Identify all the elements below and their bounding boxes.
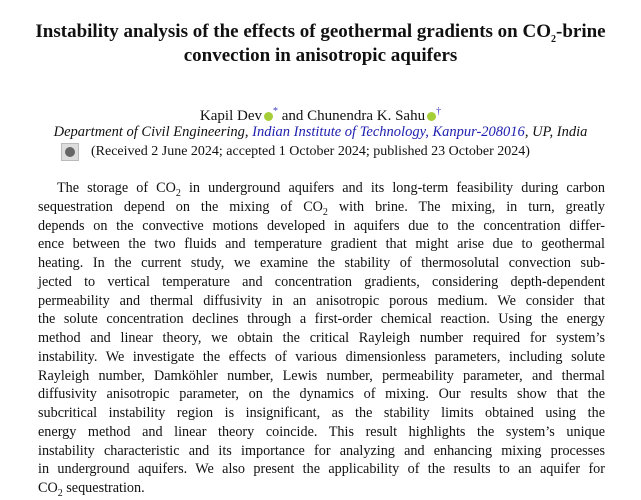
abstract-line (38, 329, 605, 348)
abstract-line (38, 404, 605, 423)
abstract-text: instability characteristic and its importance for analyzing and enhancing mixing processes (38, 442, 605, 459)
dates-text: (Received 2 June 2024; accepted 1 October 2024; published 23 October 2024) (91, 144, 530, 159)
crossmark-icon[interactable] (61, 143, 79, 161)
abstract-line (38, 442, 605, 461)
abstract-text: the solute concentration declines through a first-order chemical reaction. Using the energy (38, 311, 605, 328)
author-footnote-mark[interactable]: * (273, 106, 278, 117)
subscript: 2 (57, 487, 63, 499)
abstract-line (38, 367, 605, 386)
orcid-icon[interactable] (427, 112, 436, 121)
subscript: 2 (175, 187, 181, 199)
abstract-text: CO (38, 480, 58, 496)
abstract (38, 179, 605, 498)
abstract-line (38, 217, 605, 236)
abstract-text: in underground aquifers and its long-term feasibility during carbon (180, 180, 605, 196)
title-text: -brine (556, 21, 606, 42)
abstract-line (38, 273, 605, 292)
abstract-line (38, 423, 605, 442)
affiliation (0, 124, 641, 141)
abstract-text: method and linear theory, we obtain the critical Rayleigh number required for system’s (38, 330, 605, 346)
abstract-line (38, 348, 605, 367)
abstract-text: with brine. The mixing, in turn, greatly (327, 198, 605, 215)
title-subscript: 2 (551, 33, 556, 45)
title-text: Instability analysis of the effects of geothermal gradients on CO (35, 21, 551, 42)
author-footnote-mark[interactable]: † (436, 106, 442, 117)
abstract-text: The storage of CO (57, 180, 176, 196)
abstract-text: Rayleigh number, Damköhler number, Lewis number, permeability parameter, and thermal (38, 367, 605, 384)
paper-title (0, 20, 641, 68)
abstract-line (38, 235, 605, 254)
abstract-text: jected to vertical temperature and concentration gradients, considering depth-dependent (38, 273, 605, 290)
abstract-line (38, 179, 605, 198)
affiliation-location: , UP, India (524, 124, 588, 140)
subscript: 2 (322, 206, 328, 218)
abstract-text: energy method and linear theory coincide. This result highlights the system’s unique (38, 423, 605, 440)
abstract-line (38, 385, 605, 404)
author-name[interactable]: Chunendra K. Sahu (307, 108, 426, 124)
abstract-line (38, 460, 605, 479)
author-conjunction: and (278, 108, 308, 124)
abstract-text: sequestration depend on the mixing of CO (38, 198, 323, 215)
abstract-text: diffusivity anisotropic parameter, on the dynamics of mixing. Our results show that the (38, 386, 605, 403)
orcid-icon[interactable] (264, 112, 273, 121)
abstract-line (38, 479, 605, 498)
title-line-2: convection in anisotropic aquifers (183, 45, 458, 66)
abstract-line (38, 254, 605, 273)
abstract-text: sequestration. (62, 480, 145, 496)
abstract-text: ence between the two fluids and temperature gradient that might arise due to geothermal (38, 236, 605, 253)
institute-link[interactable]: Indian Institute of Technology, Kanpur-208016 (252, 124, 525, 140)
abstract-line (38, 198, 605, 217)
abstract-text: depends on the convective motions developed in aquifers due to the concentration differ- (38, 217, 605, 234)
abstract-line (38, 292, 605, 311)
publication-dates (61, 143, 530, 161)
author-name[interactable]: Kapil Dev (199, 108, 262, 124)
abstract-text: heating. In the current study, we examine the stability of thermosolutal convection sub- (38, 255, 605, 271)
author-list (0, 106, 641, 125)
abstract-text: in underground aquifers. We also present the applicability of the results to an aquifer for (38, 461, 605, 478)
abstract-text: subcritical instability region is insignificant, as the stability limits obtained using the (38, 405, 605, 421)
abstract-text: permeability and thermal diffusivity in an anisotropic porous medium. We consider that (38, 292, 605, 309)
abstract-text: instability. We investigate the effects of various dimensionless parameters, including solute (38, 348, 605, 365)
abstract-line (38, 310, 605, 329)
affiliation-department: Department of Civil Engineering, (53, 124, 253, 140)
